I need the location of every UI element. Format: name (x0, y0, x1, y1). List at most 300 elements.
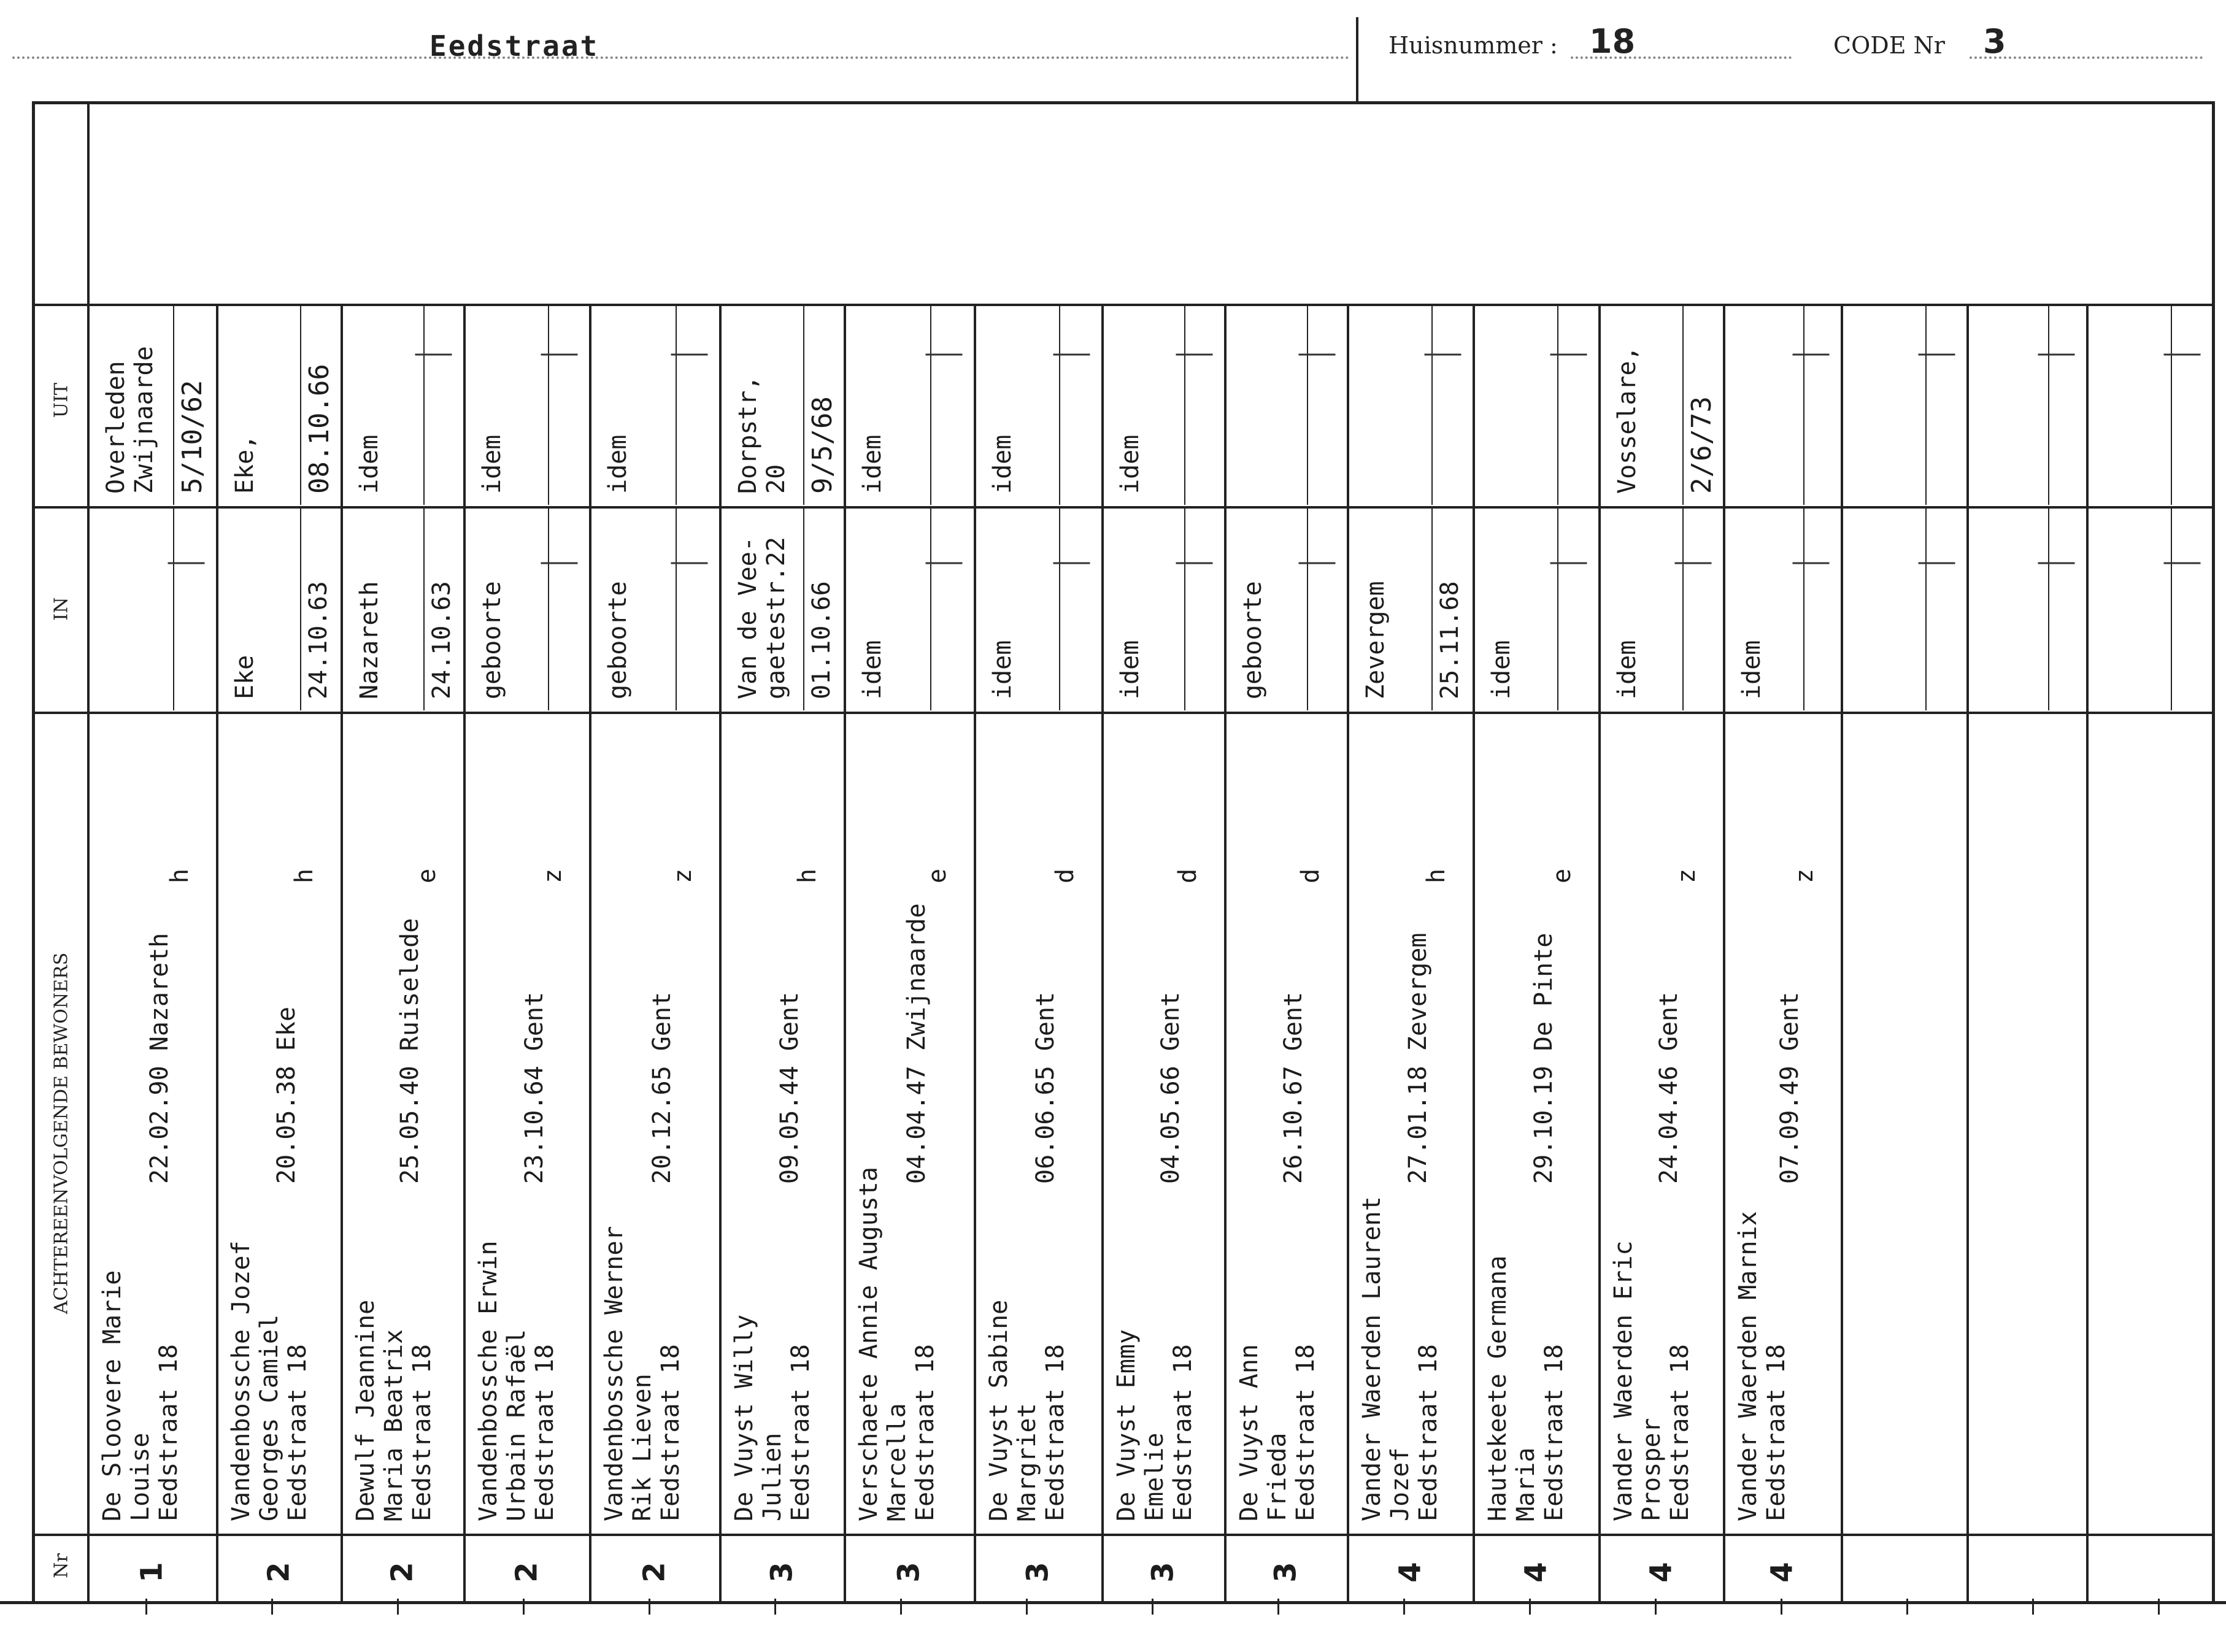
resident-name-line: Eedstraat 18 (283, 1344, 312, 1521)
uit-date-cell (304, 364, 335, 494)
status-code-cell (166, 869, 194, 883)
resident-name-line: Eedstraat 18 (1762, 1344, 1790, 1521)
resident-name-line: Eedstraat 18 (1666, 1344, 1694, 1521)
in-place-cell (734, 537, 790, 699)
in-date-dash (671, 563, 708, 564)
status-code: d (1296, 868, 1325, 883)
in-place-cell (858, 640, 887, 699)
uit-place: idem (355, 434, 383, 494)
birth-info (1655, 992, 1683, 1184)
resident-name-line: Vandenbossche Jozef (227, 1240, 255, 1521)
resident-name-line: Dewulf Jeannine (352, 1299, 380, 1521)
bottom-tick (1152, 1599, 1153, 1615)
bottom-tick (649, 1599, 650, 1615)
uit-place: idem (478, 434, 506, 494)
resident-name-line: Frieda (1263, 1432, 1292, 1521)
resident-name-line: Eedstraat 18 (787, 1344, 815, 1521)
status-code: z (669, 868, 697, 883)
resident-name-line: Eedstraat 18 (408, 1344, 436, 1521)
uit-date-dash (926, 354, 963, 356)
uit-place-cell (1613, 346, 1641, 494)
status-code: z (539, 868, 567, 883)
row-boundary (589, 304, 591, 1601)
status-code: z (1790, 868, 1819, 883)
resident-name (1235, 1344, 1320, 1521)
resident-name-line: Eedstraat 18 (911, 1344, 939, 1521)
uit-subdivider (1059, 305, 1060, 505)
in-place: idem (1738, 640, 1766, 699)
bottom-tick (1906, 1599, 1908, 1615)
bottom-tick (1529, 1599, 1531, 1615)
resident-name-line: Vander Waerden Marnix (1734, 1211, 1762, 1521)
in-place-cell (1738, 640, 1766, 699)
in-date-dash (1793, 563, 1830, 564)
in-subdivider (2048, 508, 2049, 710)
in-place: idem (1116, 640, 1144, 699)
birth-date-place: 20.12.65 Gent (648, 991, 676, 1184)
in-date-dash (1299, 563, 1336, 564)
uit-date-cell (807, 396, 838, 494)
status-code-cell (290, 869, 318, 883)
uit-place: Overleden (102, 361, 130, 494)
in-date-dash (1053, 563, 1090, 564)
row-number: 4 (1393, 1562, 1428, 1583)
in-date-dash (1675, 563, 1712, 564)
birth-date-place: 26.10.67 Gent (1279, 991, 1307, 1184)
uit-place-line2: Zwijnaarde (130, 346, 158, 494)
birth-info (272, 1007, 301, 1184)
resident-name-line: Marcella (883, 1403, 911, 1521)
uit-date-cell (1687, 396, 1717, 494)
uit-subdivider (1557, 305, 1558, 505)
status-code: z (1673, 868, 1701, 883)
uit-place-cell (734, 375, 790, 494)
resident-name (98, 1270, 183, 1521)
in-place: geboorte (1239, 581, 1267, 699)
status-code: d (1174, 868, 1202, 883)
in-subdivider (1307, 508, 1308, 710)
section-separator (32, 712, 2212, 714)
in-subdivider (803, 508, 804, 710)
in-place-cell (988, 640, 1017, 699)
resident-name-line: Eedstraat 18 (1540, 1344, 1568, 1521)
in-date-dash (541, 563, 578, 564)
resident-name (1112, 1329, 1197, 1521)
section-separator (32, 1534, 2212, 1536)
birth-info (145, 933, 174, 1184)
section-separator (32, 304, 2212, 306)
resident-name-line: Margriet (1013, 1403, 1041, 1521)
in-subdivider (548, 508, 549, 710)
header-divider (1356, 17, 1358, 103)
in-date-cell (807, 581, 836, 699)
resident-name-line: Vander Waerden Laurent (1358, 1196, 1386, 1521)
in-date-dash (1919, 563, 1955, 564)
uit-date-cell (177, 380, 208, 494)
in-date-dash (168, 563, 205, 564)
uit-place: Vosselare, (1613, 346, 1641, 494)
uit-date: 08.10.66 (303, 364, 335, 494)
birth-date-place: 04.05.66 Gent (1157, 991, 1185, 1184)
resident-name-line: Jozef (1386, 1447, 1414, 1521)
code-value: 3 (1983, 22, 2006, 61)
resident-name-line: Rik Lieven (628, 1373, 657, 1521)
status-code-cell (1790, 869, 1819, 883)
row-boundary (1598, 304, 1601, 1601)
status-code-cell (669, 869, 697, 883)
bottom-tick (2158, 1599, 2160, 1615)
in-place-cell (1613, 640, 1641, 699)
birth-info (1031, 992, 1060, 1184)
in-place-cell (231, 655, 259, 699)
uit-date: 2/6/73 (1685, 396, 1717, 494)
uit-column-label: UIT (50, 382, 72, 418)
row-boundary (1966, 304, 1969, 1601)
birth-date-place: 04.04.47 Zwijnaarde (903, 903, 931, 1184)
row-number: 3 (892, 1562, 926, 1583)
status-code: h (290, 868, 318, 883)
in-place: geboorte (604, 581, 632, 699)
form-header (0, 0, 2226, 101)
uit-place-cell (858, 435, 887, 494)
uit-date-dash (1176, 354, 1213, 356)
birth-info (1404, 933, 1432, 1184)
birth-date-place: 07.09.49 Gent (1776, 991, 1804, 1184)
in-subdivider (1059, 508, 1060, 710)
resident-name-line: Maria (1512, 1447, 1540, 1521)
resident-name-line: Eedstraat 18 (1292, 1344, 1320, 1521)
resident-name-line: Verschaete Annie Augusta (855, 1167, 883, 1521)
resident-name-line: De Vuyst Willy (730, 1314, 758, 1521)
status-code: h (793, 868, 822, 883)
row-boundary (719, 304, 722, 1601)
in-place: idem (858, 640, 887, 699)
status-code-cell (1673, 869, 1701, 883)
street-dotted-line (12, 56, 1350, 59)
resident-name (1734, 1211, 1790, 1521)
in-place: idem (1613, 640, 1641, 699)
table-left-border (32, 101, 35, 1601)
row-boundary (1723, 304, 1725, 1601)
in-column-label: IN (50, 597, 72, 621)
bottom-tick (397, 1599, 399, 1615)
uit-date: 9/5/68 (806, 396, 838, 494)
birth-info (903, 903, 931, 1184)
in-subdivider (676, 508, 677, 710)
in-date-cell (304, 581, 333, 699)
resident-name-line: Prosper (1638, 1418, 1666, 1521)
in-date: 25.11.68 (1435, 581, 1464, 699)
table-bottom-border (0, 1601, 2226, 1604)
resident-name-line: Eedstraat 18 (657, 1344, 685, 1521)
section-separator (32, 506, 2212, 509)
bottom-tick (2032, 1599, 2034, 1615)
status-code-cell (1548, 869, 1576, 883)
resident-name-line: Urbain Rafaël (503, 1329, 531, 1521)
resident-name-line: Julien (758, 1432, 787, 1521)
resident-name-line: Eedstraat 18 (1414, 1344, 1442, 1521)
uit-date-dash (415, 354, 452, 356)
row-boundary (974, 304, 976, 1601)
uit-date-dash (2038, 354, 2075, 356)
bottom-tick (1655, 1599, 1657, 1615)
uit-date-dash (1793, 354, 1830, 356)
uit-place-cell (1116, 435, 1144, 494)
resident-name-line: Eedstraat 18 (531, 1344, 559, 1521)
status-code-cell (1296, 869, 1325, 883)
resident-name-line: Hautekeete Germana (1484, 1255, 1512, 1521)
row-boundary (463, 304, 466, 1601)
uit-subdivider (548, 305, 549, 505)
bottom-tick (1781, 1599, 1782, 1615)
row-number: 4 (1519, 1562, 1554, 1583)
table-right-border (2212, 101, 2215, 1601)
status-code: e (923, 868, 952, 883)
birth-date-place: 06.06.65 Gent (1031, 991, 1060, 1184)
uit-subdivider (1682, 305, 1684, 505)
uit-place: idem (858, 434, 887, 494)
resident-name-line: Eedstraat 18 (1169, 1344, 1197, 1521)
birth-date-place: 22.02.90 Nazareth (145, 932, 174, 1184)
birth-date-place: 29.10.19 De Pinte (1529, 932, 1558, 1184)
uit-place-cell (102, 346, 158, 494)
status-code-cell (923, 869, 952, 883)
in-subdivider (930, 508, 931, 710)
in-date: 01.10.66 (807, 581, 836, 699)
uit-date-dash (541, 354, 578, 356)
birth-info (648, 992, 676, 1184)
row-number: 4 (1644, 1562, 1679, 1583)
status-code-cell (793, 869, 822, 883)
bottom-tick (1277, 1599, 1279, 1615)
resident-name (474, 1240, 559, 1521)
row-number: 2 (637, 1562, 672, 1583)
status-code-cell (539, 869, 567, 883)
bewoners-column-label: ACHTEREENVOLGENDE BEWONERS (50, 952, 72, 1315)
uit-place: idem (604, 434, 632, 494)
bottom-tick (145, 1599, 147, 1615)
row-boundary (1473, 304, 1475, 1601)
bottom-tick (523, 1599, 525, 1615)
birth-info (1776, 992, 1804, 1184)
uit-date-dash (1919, 354, 1955, 356)
in-date-dash (1550, 563, 1587, 564)
row-boundary (1347, 304, 1349, 1601)
bottom-tick (774, 1599, 776, 1615)
resident-name (985, 1300, 1069, 1521)
status-code-cell (1174, 869, 1202, 883)
in-subdivider (1803, 508, 1804, 710)
resident-name-line: Eedstraat 18 (155, 1344, 183, 1521)
uit-date: 5/10/62 (177, 380, 208, 494)
in-place-cell (1239, 581, 1267, 699)
birth-date-place: 20.05.38 Eke (272, 1007, 301, 1184)
resident-name (352, 1300, 436, 1521)
birth-date-place: 25.05.40 Ruiselede (396, 918, 424, 1184)
uit-place-cell (355, 435, 383, 494)
row-number: 4 (1765, 1562, 1800, 1583)
uit-subdivider (1803, 305, 1804, 505)
in-subdivider (1557, 508, 1558, 710)
uit-place-cell (478, 435, 506, 494)
birth-date-place: 24.04.46 Gent (1654, 991, 1683, 1184)
nr-column-label: Nr (50, 1553, 72, 1578)
uit-subdivider (676, 305, 677, 505)
resident-name (730, 1315, 815, 1521)
in-place: Van de Vee- (734, 537, 762, 699)
resident-name (855, 1167, 939, 1521)
row-number: 3 (1020, 1562, 1055, 1583)
resident-name-line: Emelie (1141, 1432, 1169, 1521)
uit-subdivider (423, 305, 425, 505)
uit-date-dash (671, 354, 708, 356)
row-number: 3 (1268, 1562, 1303, 1583)
birth-date-place: 23.10.64 Gent (520, 991, 549, 1184)
in-subdivider (173, 508, 174, 710)
in-place-cell (478, 581, 506, 699)
birth-info (1279, 992, 1307, 1184)
status-code: e (1548, 868, 1576, 883)
birth-info (776, 992, 804, 1184)
bottom-tick (1403, 1599, 1405, 1615)
huisnummer-label: Huisnummer : (1388, 32, 1558, 59)
huisnummer-dotted-line (1571, 56, 1792, 59)
resident-name (227, 1240, 312, 1521)
resident-name (1358, 1196, 1442, 1521)
row-boundary (1224, 304, 1227, 1601)
resident-name-line: De Vuyst Ann (1235, 1344, 1263, 1521)
row-number: 3 (764, 1562, 799, 1583)
row-boundary (844, 304, 846, 1601)
uit-subdivider (1184, 305, 1185, 505)
in-place: idem (1487, 640, 1515, 699)
status-code-cell (1051, 869, 1079, 883)
uit-place-line2: 20 (762, 464, 790, 494)
table-top-border (32, 101, 2212, 104)
row-boundary (341, 304, 343, 1601)
resident-name-line: De Vuyst Emmy (1112, 1329, 1141, 1521)
resident-name-line: Eedstraat 18 (1041, 1344, 1069, 1521)
in-date-cell (1436, 581, 1464, 699)
uit-place: Dorpstr, (734, 375, 762, 494)
uit-subdivider (300, 305, 301, 505)
in-date-cell (428, 581, 456, 699)
status-code-cell (413, 869, 441, 883)
status-code: h (166, 868, 194, 883)
status-code: d (1051, 868, 1079, 883)
row-boundary (2086, 304, 2089, 1601)
in-date: 24.10.63 (428, 581, 456, 699)
in-subdivider (423, 508, 425, 710)
status-code: h (1422, 868, 1450, 883)
uit-place: Eke, (231, 434, 259, 494)
in-place-cell (1487, 640, 1515, 699)
in-place: Zevergem (1361, 581, 1390, 699)
uit-date-dash (2164, 354, 2201, 356)
row-number: 2 (509, 1562, 544, 1583)
birth-info (1157, 992, 1185, 1184)
in-date-dash (1176, 563, 1213, 564)
in-date-dash (2164, 563, 2201, 564)
row-number: 2 (385, 1562, 420, 1583)
row-number: 3 (1146, 1562, 1180, 1583)
in-date: 24.10.63 (304, 581, 333, 699)
uit-date-dash (1550, 354, 1587, 356)
status-code-cell (1422, 869, 1450, 883)
row-number: 1 (134, 1562, 169, 1583)
resident-name-line: De Sloovere Marie (98, 1270, 126, 1521)
resident-name-line: Vander Waerden Eric (1609, 1240, 1638, 1521)
resident-name-line: Vandenbossche Werner (600, 1226, 628, 1521)
resident-name-line: Louise (126, 1432, 155, 1521)
uit-subdivider (173, 305, 174, 505)
birth-info (520, 992, 549, 1184)
resident-name (600, 1226, 685, 1521)
uit-place: idem (988, 434, 1017, 494)
bottom-tick (271, 1599, 273, 1615)
resident-name-line: De Vuyst Sabine (985, 1299, 1013, 1521)
in-subdivider (1184, 508, 1185, 710)
in-place: Nazareth (355, 581, 383, 699)
label-column-border (87, 101, 90, 1601)
row-number: 2 (261, 1562, 296, 1583)
uit-place: idem (1116, 434, 1144, 494)
resident-name-line: Georges Camiel (255, 1314, 283, 1521)
birth-info (1530, 933, 1558, 1184)
street-name: Eedstraat (429, 29, 599, 63)
in-place-cell (1116, 640, 1144, 699)
in-subdivider (1431, 508, 1433, 710)
birth-date-place: 09.05.44 Gent (775, 991, 804, 1184)
uit-subdivider (930, 305, 931, 505)
bottom-tick (1026, 1599, 1028, 1615)
in-place-cell (355, 581, 383, 699)
in-place: geboorte (478, 581, 506, 699)
birth-info (396, 918, 424, 1184)
resident-name (1609, 1240, 1694, 1521)
in-subdivider (300, 508, 301, 710)
in-subdivider (1682, 508, 1684, 710)
status-code: e (413, 868, 441, 883)
uit-date-dash (1299, 354, 1336, 356)
in-date-dash (926, 563, 963, 564)
uit-subdivider (2048, 305, 2049, 505)
in-subdivider (2171, 508, 2172, 710)
uit-subdivider (1431, 305, 1433, 505)
uit-date-dash (1053, 354, 1090, 356)
in-date-dash (2038, 563, 2075, 564)
uit-date-dash (1425, 354, 1462, 356)
code-dotted-line (1970, 56, 2203, 59)
uit-place-cell (604, 435, 632, 494)
birth-date-place: 27.01.18 Zevergem (1403, 932, 1432, 1184)
resident-name-line: Maria Beatrix (380, 1329, 408, 1521)
row-boundary (216, 304, 218, 1601)
uit-place-cell (231, 435, 259, 494)
row-boundary (1841, 304, 1843, 1601)
uit-subdivider (1925, 305, 1927, 505)
in-subdivider (1925, 508, 1927, 710)
uit-subdivider (1307, 305, 1308, 505)
resident-name (1484, 1256, 1568, 1521)
bottom-tick (900, 1599, 902, 1615)
uit-place-cell (988, 435, 1017, 494)
in-place-line2: gaetestr.22 (762, 537, 790, 699)
resident-name-line: Vandenbossche Erwin (474, 1240, 503, 1521)
huisnummer-value: 18 (1589, 22, 1636, 61)
in-place-cell (1361, 581, 1390, 699)
in-place: Eke (231, 655, 259, 699)
